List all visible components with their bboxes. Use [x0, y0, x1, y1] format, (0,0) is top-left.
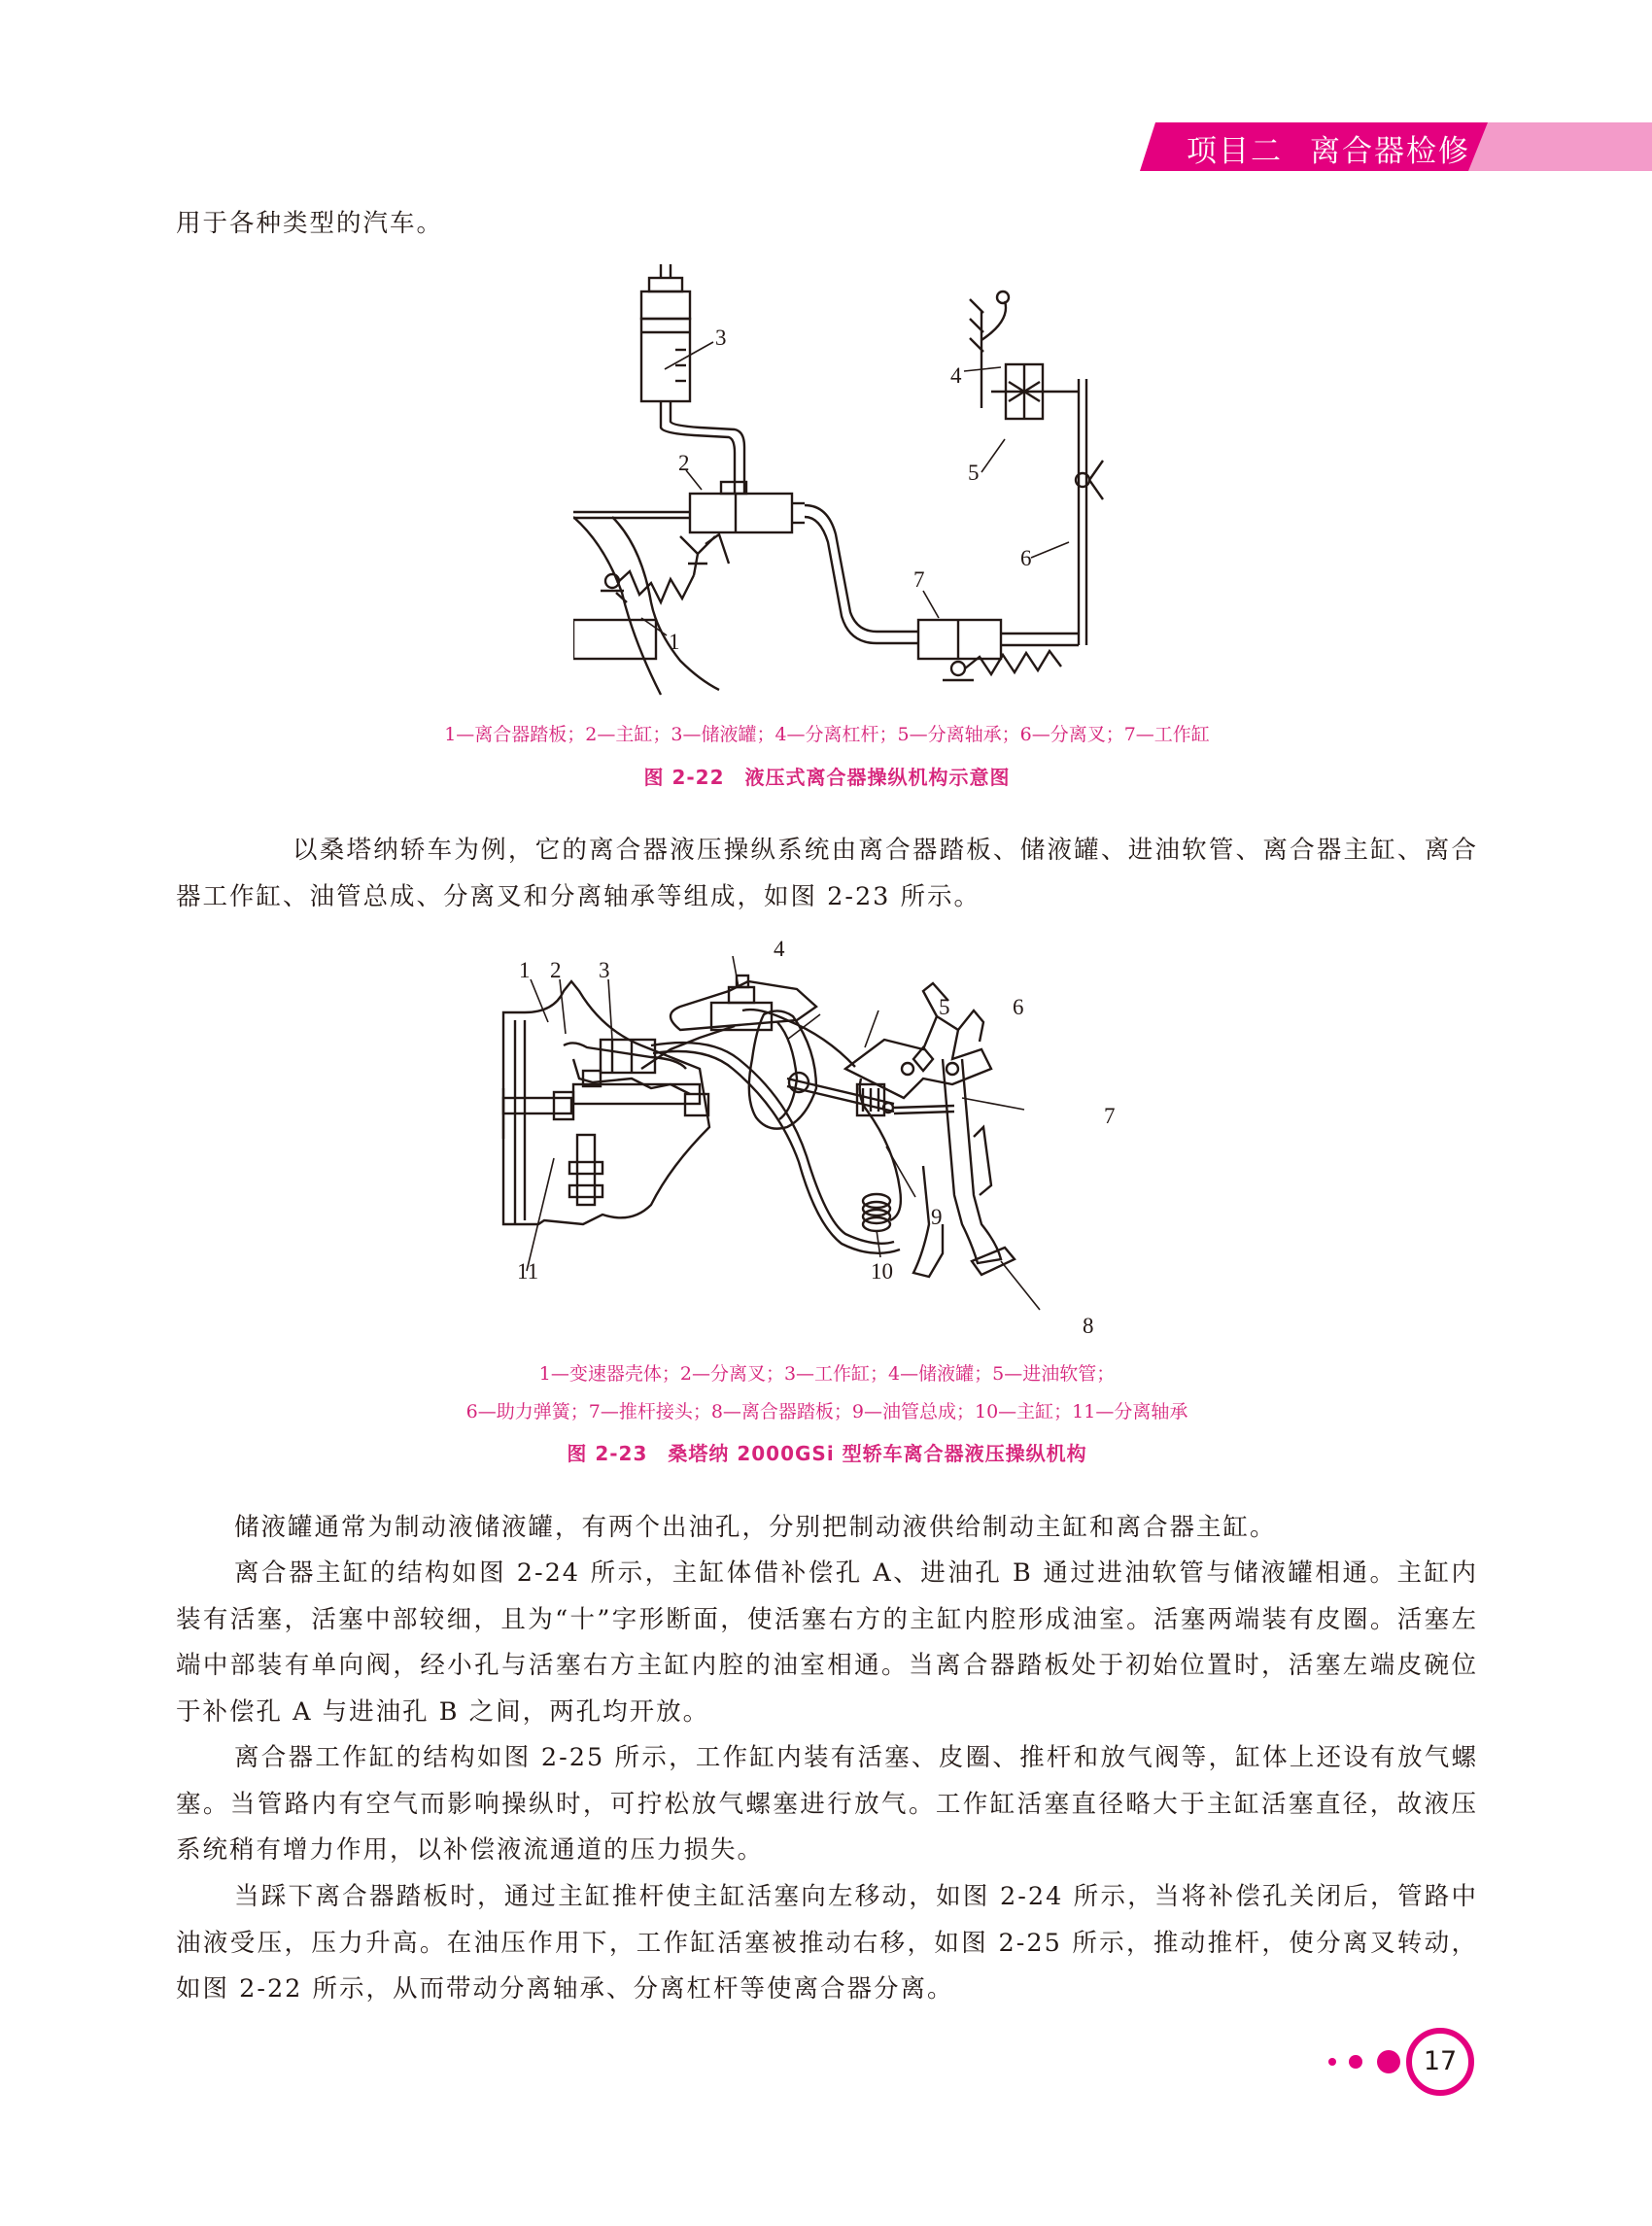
paragraph-reservoir: 储液罐通常为制动液储液罐，有两个出油孔，分别把制动液供给制动主缸和离合器主缸。	[234, 1513, 1277, 1542]
figure-2-23-label-7: 7	[1104, 1104, 1116, 1128]
figure-2-22-legend: 1—离合器踏板；2—主缸；3—储液罐；4—分离杠杆；5—分离轴承；6—分离叉；7—工作缸	[444, 724, 1210, 745]
figure-2-23	[496, 933, 1176, 1341]
figure-2-23-label-1: 1	[519, 958, 531, 982]
figure-2-23-label-8: 8	[1083, 1314, 1094, 1338]
figure-2-23-label-10: 10	[871, 1259, 893, 1284]
header-chapter-title: 离合器检修	[1310, 134, 1470, 169]
figure-2-22-label-2: 2	[678, 451, 690, 475]
figure-2-22-label-1: 1	[669, 630, 680, 654]
figure-2-23-label-11: 11	[517, 1259, 539, 1284]
figure-2-23-caption: 图 2-23 桑塔纳 2000GSi 型轿车离合器液压操纵机构	[567, 1442, 1087, 1465]
figure-2-23-label-9: 9	[931, 1205, 943, 1229]
page-number-badge	[1404, 2026, 1476, 2098]
page-number-dots	[1325, 2048, 1402, 2081]
figure-2-23-label-5: 5	[939, 995, 950, 1019]
figure-2-22-label-5: 5	[968, 461, 980, 485]
paragraph-master-cylinder: 离合器主缸的结构如图 2-24 所示，主缸体借补偿孔 A、进油孔 B 通过进油软管与储液罐相通。主缸内装有活塞，活塞中部较细，且为“十”字形断面，使活塞右方的主缸内腔形成油室。活塞两端装有皮圈。活塞左端中部装有单向阀，经小孔与活塞右方主缸内腔的油室相通。当离合器踏板处于初始位置时，活塞左端皮碗位于补偿孔 A 与进油孔 B 之间，两孔均开放。	[176, 1558, 1478, 1727]
figure-2-22-label-3: 3	[715, 325, 727, 350]
figure-2-23-label-6: 6	[1013, 995, 1024, 1019]
figure-2-22	[573, 262, 1118, 709]
figure-2-23-diagram	[496, 933, 1176, 1341]
paragraph-intro: 用于各种类型的汽车。	[176, 209, 444, 238]
header-title	[1187, 126, 1470, 170]
figure-2-23-leaders	[527, 956, 1040, 1310]
page-number: 17	[1423, 2046, 1458, 2076]
figure-2-23-label-group	[517, 937, 1116, 1338]
figure-2-22-label-4: 4	[950, 363, 962, 388]
figure-2-23-label-2: 2	[550, 958, 562, 982]
header-section: 项目二	[1187, 134, 1283, 169]
figure-2-23-label-3: 3	[599, 958, 610, 982]
figure-2-23-label-4: 4	[774, 937, 785, 961]
paragraph-operation: 当踩下离合器踏板时，通过主缸推杆使主缸活塞向左移动，如图 2-24 所示，当将补偿孔关闭后，管路中油液受压，压力升高。在油压作用下，工作缸活塞被推动右移，如图 2-25 所示，推动推杆，使分离叉转动，如图 2-22 所示，从而带动分离轴承、分离杠杆等使离合器分离。	[176, 1882, 1478, 2003]
figure-2-22-label-6: 6	[1020, 546, 1032, 570]
chapter-header	[1140, 122, 1652, 171]
paragraph-santana: 以桑塔纳轿车为例，它的离合器液压操纵系统由离合器踏板、储液罐、进油软管、离合器主缸、离合器工作缸、油管总成、分离叉和分离轴承等组成，如图 2-23 所示。	[176, 836, 1478, 911]
figure-2-22-diagram	[573, 262, 1118, 709]
figure-2-23-legend-line-1: 1—变速器壳体；2—分离叉；3—工作缸；4—储液罐；5—进油软管；	[538, 1363, 1116, 1385]
figure-2-22-caption: 图 2-22 液压式离合器操纵机构示意图	[643, 766, 1011, 789]
paragraph-slave-cylinder: 离合器工作缸的结构如图 2-25 所示，工作缸内装有活塞、皮圈、推杆和放气阀等，缸体上还设有放气螺塞。当管路内有空气而影响操纵时，可拧松放气螺塞进行放气。工作缸活塞直径略大于主缸活塞直径，故液压系统稍有增力作用，以补偿液流通道的压力损失。	[176, 1743, 1478, 1865]
figure-2-23-legend-line-2: 6—助力弹簧；7—推杆接头；8—离合器踏板；9—油管总成；10—主缸；11—分离轴承	[465, 1401, 1188, 1422]
figure-2-22-label-7: 7	[913, 567, 925, 592]
